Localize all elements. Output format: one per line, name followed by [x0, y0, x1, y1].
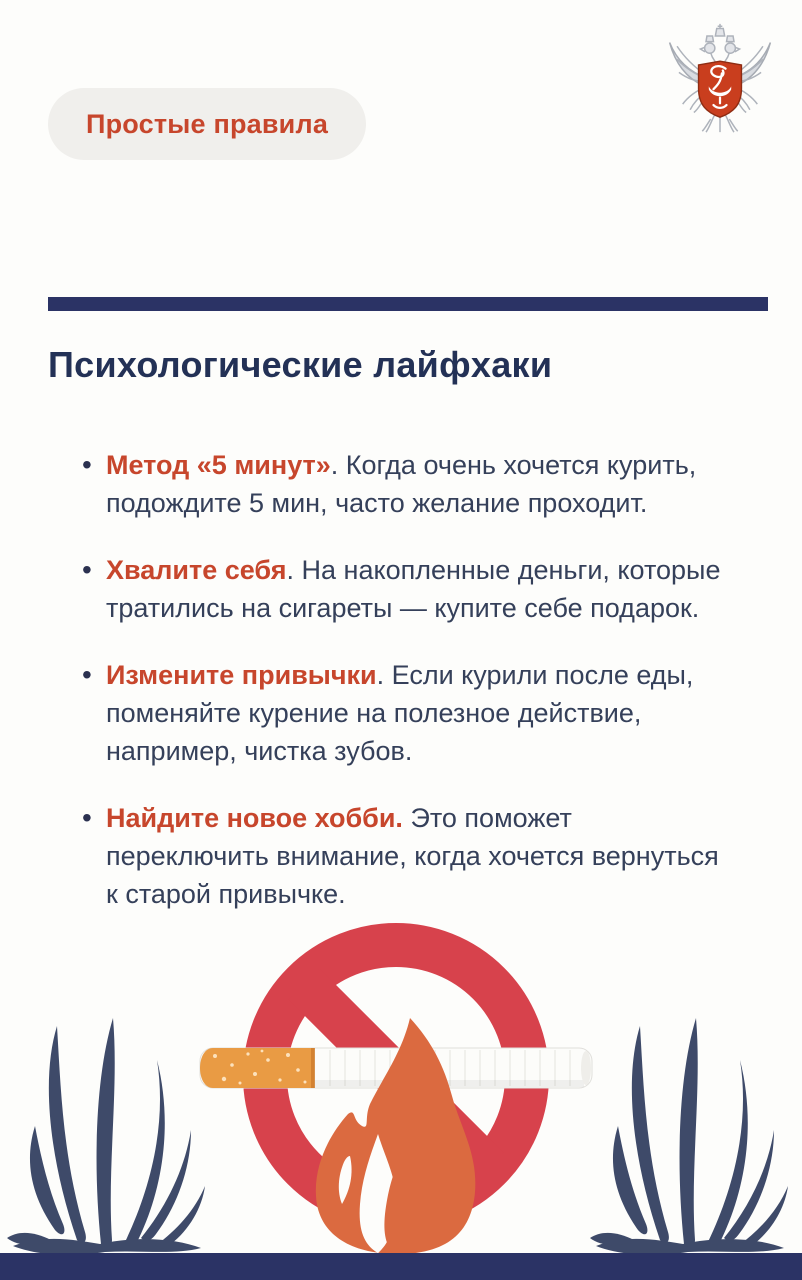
- section-divider: [48, 297, 768, 311]
- tip-item-5-minutes: [48, 446, 738, 522]
- simple-rules-badge: [48, 88, 366, 160]
- seaweed-plant-left-icon: [7, 1018, 205, 1255]
- tip-lead: Хвалите себя: [106, 555, 287, 585]
- badge-label: Простые правила: [86, 108, 329, 139]
- page-title: Психологические лайфхаки: [48, 344, 553, 385]
- tip-text: . На накопленные деньги, которые тратились на сигареты — купите себе подарок.: [106, 555, 721, 623]
- tip-item-praise-yourself: [48, 551, 738, 627]
- bottom-bar: [0, 1253, 802, 1280]
- tip-lead: Метод «5 минут»: [106, 450, 331, 480]
- tip-lead: Найдите новое хобби.: [106, 803, 403, 833]
- tip-lead: Измените привычки: [106, 660, 377, 690]
- tips-list: [48, 446, 738, 942]
- ministry-of-health-emblem-icon: [664, 16, 776, 140]
- tip-text: . Когда очень хочется курить, подождите 5 мин, часто желание проходит.: [106, 450, 697, 518]
- seaweed-plant-right-icon: [590, 1018, 788, 1255]
- tip-item-change-habits: [48, 656, 738, 770]
- no-smoking-illustration: [0, 890, 802, 1280]
- tip-text: . Если курили после еды, поменяйте курение на полезное действие, например, чистка зубов.: [106, 660, 694, 766]
- tip-text: Это поможет переключить внимание, когда хочется вернуться к старой привычке.: [106, 803, 719, 909]
